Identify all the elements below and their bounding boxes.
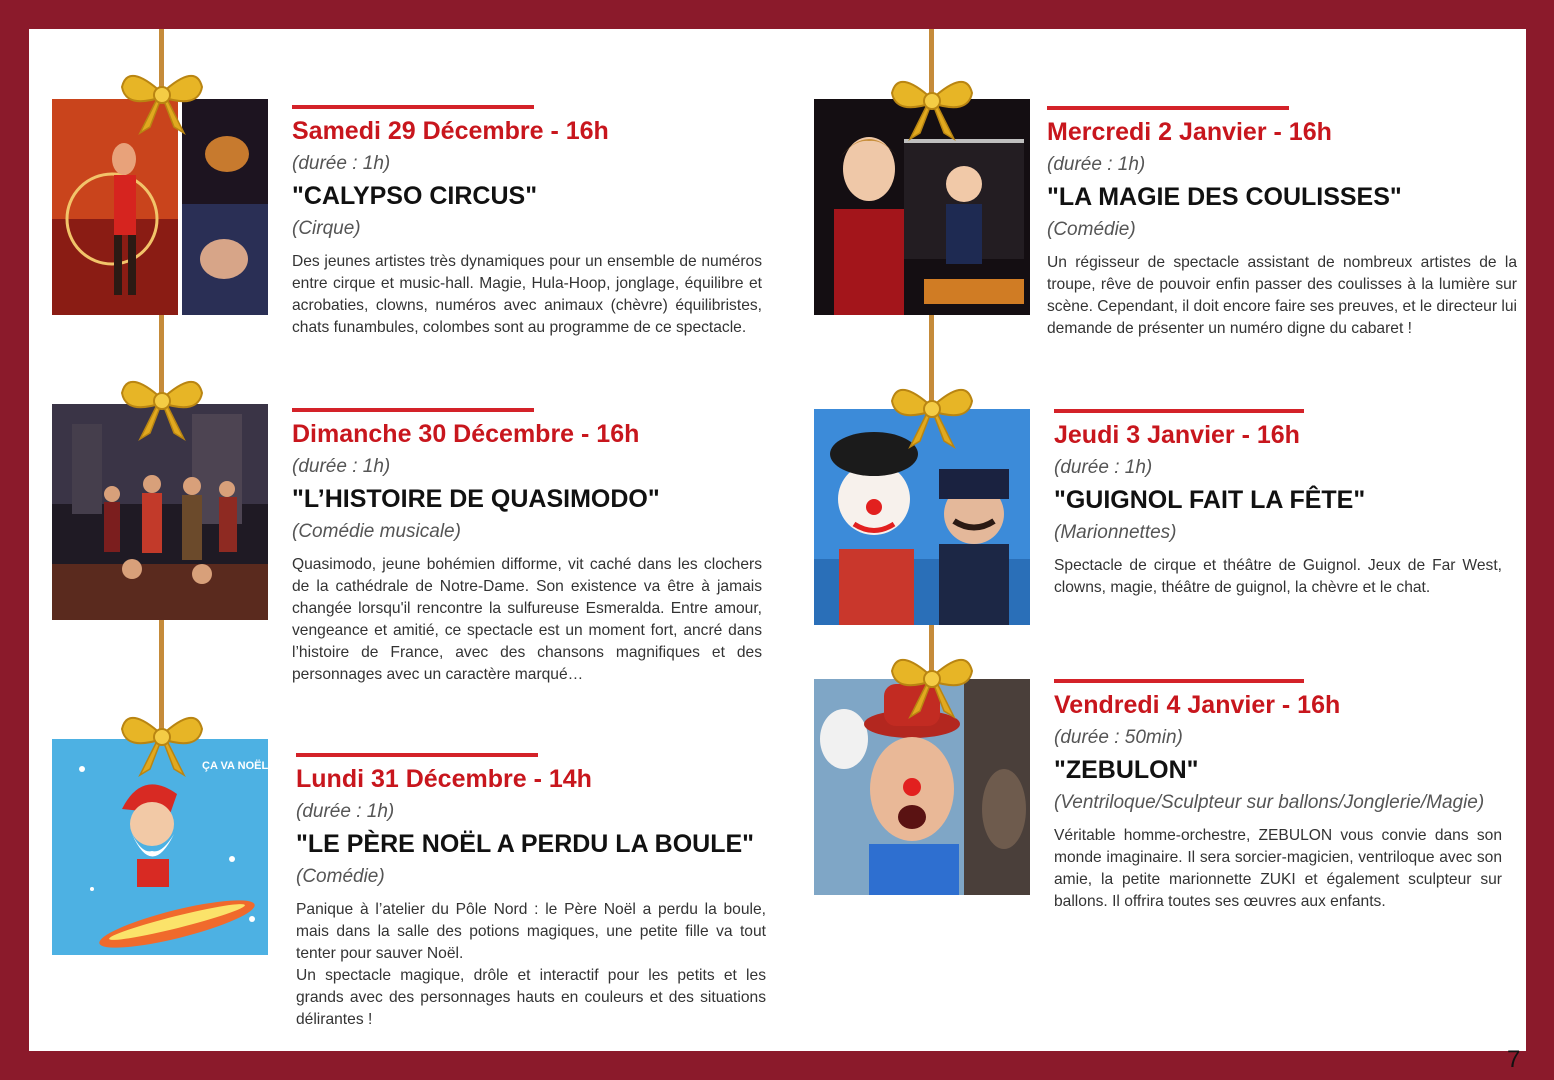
event-duration: (durée : 1h) — [292, 456, 391, 477]
bow-icon — [118, 363, 206, 441]
event-description — [296, 899, 766, 1031]
event-date: Dimanche 30 Décembre - 16h — [292, 420, 640, 448]
brochure-page — [29, 29, 1526, 1073]
event-date: Mercredi 2 Janvier - 16h — [1047, 118, 1332, 146]
event-date: Samedi 29 Décembre - 16h — [292, 117, 609, 145]
event-description — [1047, 252, 1517, 340]
description-paragraph: Véritable homme-orchestre, ZEBULON vous convie dans son monde imaginaire. Il sera sorcier-magicien, ventriloque avec son amie, la petite marionnette ZUKI et également sculpteur sur ballons. Il offrira toutes ses œuvres aux enfants. — [1054, 827, 1502, 910]
event-magie-des-coulisses — [1047, 106, 1517, 340]
description-paragraph: Un spectacle magique, drôle et interactif pour les petits et les grands avec des personnages hauts en couleurs et des situations délirantes ! — [296, 967, 766, 1028]
event-pere-noel — [296, 753, 766, 1031]
page-number: 7 — [1507, 1046, 1521, 1073]
event-date: Vendredi 4 Janvier - 16h — [1054, 691, 1341, 719]
bow-icon — [118, 57, 206, 135]
event-genre: (Cirque) — [292, 218, 361, 239]
bow-icon — [118, 699, 206, 777]
description-paragraph: Un régisseur de spectacle assistant de nombreux artistes de la troupe, rêve de pouvoir enfin passer des coulisses à la lumière sur scène. Cependant, il doit encore faire ses preuves, et le directeur lui demande de présenter un numéro digne du cabaret ! — [1047, 254, 1517, 337]
bow-decoration — [888, 63, 976, 141]
event-title: "L’HISTOIRE DE QUASIMODO" — [292, 485, 660, 513]
event-genre: (Comédie) — [1047, 219, 1136, 240]
event-divider — [1047, 106, 1289, 110]
bow-icon — [888, 371, 976, 449]
description-paragraph: Spectacle de cirque et théâtre de Guignol. Jeux de Far West, clowns, magie, théâtre de guignol, la chèvre et le chat. — [1054, 557, 1502, 596]
event-title: "ZEBULON" — [1054, 756, 1199, 784]
event-description — [292, 554, 762, 686]
bow-decoration — [888, 371, 976, 449]
event-duration: (durée : 1h) — [1047, 154, 1146, 175]
event-genre: (Ventriloque/Sculpteur sur ballons/Jonglerie/Magie) — [1054, 792, 1485, 813]
event-divider — [292, 408, 534, 412]
event-title: "CALYPSO CIRCUS" — [292, 182, 538, 210]
event-description — [1054, 825, 1502, 913]
description-paragraph: Des jeunes artistes très dynamiques pour un ensemble de numéros entre cirque et music-hall. Magie, Hula-Hoop, jonglage, équilibre et acrobaties, clowns, numéros avec animaux (chèvre) équilibristes, chats funambules, colombes sont au programme de ce spectacle. — [292, 253, 762, 336]
event-description — [292, 251, 762, 339]
event-divider — [292, 105, 534, 109]
bow-decoration — [118, 363, 206, 441]
event-duration: (durée : 1h) — [296, 801, 395, 822]
event-title: "LE PÈRE NOËL A PERDU LA BOULE" — [296, 830, 755, 858]
event-duration: (durée : 1h) — [292, 153, 391, 174]
description-paragraph: Quasimodo, jeune bohémien difforme, vit caché dans les clochers de la cathédrale de Notre-Dame. Son existence va être à jamais changée lorsqu'il rencontre la sulfureuse Esmeralda. Entre amour, vengeance et amitié, ce spectacle est un moment fort, ancré dans l’histoire de France, avec des chansons magnifiques et des personnages avec un caractère marqué… — [292, 556, 762, 683]
event-date: Jeudi 3 Janvier - 16h — [1054, 421, 1300, 449]
event-genre: (Marionnettes) — [1054, 522, 1177, 543]
bow-decoration — [888, 641, 976, 719]
event-duration: (durée : 50min) — [1054, 727, 1183, 748]
event-title: "GUIGNOL FAIT LA FÊTE" — [1054, 486, 1366, 514]
event-divider — [1054, 409, 1304, 413]
event-divider — [296, 753, 538, 757]
event-duration: (durée : 1h) — [1054, 457, 1153, 478]
event-title: "LA MAGIE DES COULISSES" — [1047, 183, 1402, 211]
svg-text:ÇA VA NOËL DE: ÇA VA NOËL DE — [202, 760, 287, 772]
event-divider — [1054, 679, 1304, 683]
description-paragraph: Panique à l’atelier du Pôle Nord : le Père Noël a perdu la boule, mais dans la salle des potions magiques, une petite fille va tout tenter pour sauver Noël. — [296, 901, 766, 962]
event-genre: (Comédie) — [296, 866, 385, 887]
bow-decoration — [118, 699, 206, 777]
event-date: Lundi 31 Décembre - 14h — [296, 765, 592, 793]
event-zebulon — [1054, 679, 1502, 913]
bow-decoration — [118, 57, 206, 135]
event-genre: (Comédie musicale) — [292, 521, 461, 542]
bow-icon — [888, 63, 976, 141]
event-calypso-circus — [292, 105, 762, 339]
event-quasimodo — [292, 408, 762, 686]
bow-icon — [888, 641, 976, 719]
event-guignol — [1054, 409, 1502, 599]
event-description — [1054, 555, 1502, 599]
